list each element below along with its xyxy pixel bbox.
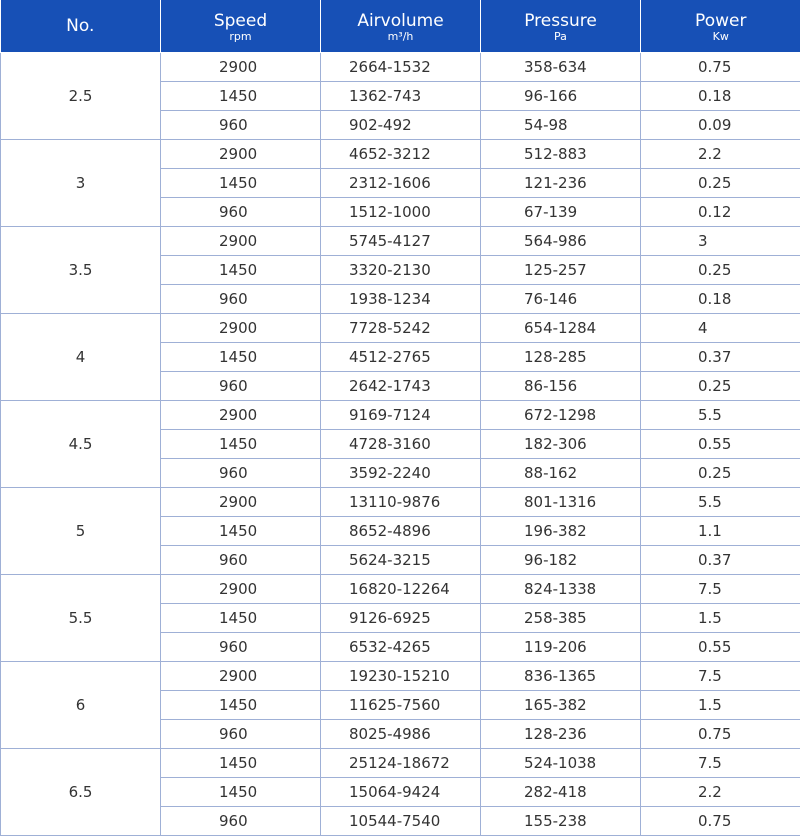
pressure-cell: 358-634 [481,53,641,82]
header-pressure [481,0,641,53]
pressure-cell: 512-883 [481,140,641,169]
power-cell: 0.12 [641,198,800,227]
pressure-cell: 182-306 [481,430,641,459]
pressure-cell: 258-385 [481,604,641,633]
airvolume-cell: 3320-2130 [321,256,481,285]
pressure-cell: 76-146 [481,285,641,314]
pressure-cell: 67-139 [481,198,641,227]
airvolume-cell: 16820-12264 [321,575,481,604]
speed-cell: 1450 [161,343,321,372]
airvolume-cell: 6532-4265 [321,633,481,662]
table-row [1,488,800,517]
airvolume-cell: 5624-3215 [321,546,481,575]
speed-cell: 960 [161,372,321,401]
pressure-cell: 282-418 [481,778,641,807]
pressure-cell: 86-156 [481,372,641,401]
power-cell: 0.18 [641,82,800,111]
speed-cell: 1450 [161,256,321,285]
power-cell: 0.55 [641,633,800,662]
header-speed-label: Speed [213,11,268,31]
power-cell: 5.5 [641,401,800,430]
airvolume-cell: 19230-15210 [321,662,481,691]
pressure-cell: 125-257 [481,256,641,285]
speed-cell: 960 [161,459,321,488]
header-power [641,0,800,53]
model-no-cell: 5 [1,488,161,575]
power-cell: 1.1 [641,517,800,546]
speed-cell: 1450 [161,430,321,459]
airvolume-cell: 902-492 [321,111,481,140]
speed-cell: 2900 [161,53,321,82]
airvolume-cell: 9126-6925 [321,604,481,633]
pressure-cell: 836-1365 [481,662,641,691]
speed-cell: 960 [161,111,321,140]
pressure-cell: 121-236 [481,169,641,198]
speed-cell: 2900 [161,575,321,604]
header-power-label: Power [695,11,747,31]
header-airvolume [321,0,481,53]
model-no-cell: 6 [1,662,161,749]
speed-cell: 1450 [161,169,321,198]
power-cell: 0.25 [641,459,800,488]
airvolume-cell: 7728-5242 [321,314,481,343]
speed-cell: 1450 [161,749,321,778]
table-row [1,749,800,778]
pressure-cell: 96-166 [481,82,641,111]
speed-cell: 1450 [161,604,321,633]
pressure-cell: 128-236 [481,720,641,749]
table-row [1,575,800,604]
header-power-unit: Kw [712,30,729,43]
power-cell: 5.5 [641,488,800,517]
speed-cell: 960 [161,720,321,749]
header-no-label: No. [66,16,95,36]
pressure-cell: 564-986 [481,227,641,256]
pressure-cell: 165-382 [481,691,641,720]
airvolume-cell: 4512-2765 [321,343,481,372]
power-cell: 7.5 [641,662,800,691]
speed-cell: 2900 [161,488,321,517]
airvolume-cell: 11625-7560 [321,691,481,720]
model-no-cell: 2.5 [1,53,161,140]
airvolume-cell: 3592-2240 [321,459,481,488]
power-cell: 7.5 [641,749,800,778]
table-header [1,0,800,53]
speed-cell: 1450 [161,82,321,111]
speed-cell: 1450 [161,778,321,807]
pressure-cell: 801-1316 [481,488,641,517]
power-cell: 0.37 [641,546,800,575]
header-pressure-label: Pressure [524,11,597,31]
pressure-cell: 824-1338 [481,575,641,604]
speed-cell: 960 [161,807,321,836]
airvolume-cell: 2664-1532 [321,53,481,82]
airvolume-cell: 4652-3212 [321,140,481,169]
power-cell: 0.18 [641,285,800,314]
pressure-cell: 196-382 [481,517,641,546]
pressure-cell: 119-206 [481,633,641,662]
power-cell: 2.2 [641,140,800,169]
airvolume-cell: 4728-3160 [321,430,481,459]
airvolume-cell: 5745-4127 [321,227,481,256]
model-no-cell: 5.5 [1,575,161,662]
airvolume-cell: 10544-7540 [321,807,481,836]
pressure-cell: 128-285 [481,343,641,372]
table-row [1,53,800,82]
airvolume-cell: 9169-7124 [321,401,481,430]
power-cell: 0.75 [641,720,800,749]
header-airvolume-label: Airvolume [357,11,444,31]
power-cell: 0.75 [641,807,800,836]
airvolume-cell: 1512-1000 [321,198,481,227]
airvolume-cell: 2312-1606 [321,169,481,198]
speed-cell: 1450 [161,691,321,720]
model-no-cell: 3.5 [1,227,161,314]
pressure-cell: 88-162 [481,459,641,488]
speed-cell: 2900 [161,140,321,169]
pressure-cell: 654-1284 [481,314,641,343]
model-no-cell: 4 [1,314,161,401]
speed-cell: 960 [161,285,321,314]
airvolume-cell: 15064-9424 [321,778,481,807]
pressure-cell: 524-1038 [481,749,641,778]
speed-cell: 1450 [161,517,321,546]
power-cell: 0.09 [641,111,800,140]
speed-cell: 960 [161,633,321,662]
table-row [1,401,800,430]
airvolume-cell: 1362-743 [321,82,481,111]
header-airvolume-unit: m³/h [387,30,414,43]
model-no-cell: 4.5 [1,401,161,488]
power-cell: 0.25 [641,372,800,401]
airvolume-cell: 2642-1743 [321,372,481,401]
model-no-cell: 6.5 [1,749,161,836]
power-cell: 0.75 [641,53,800,82]
airvolume-cell: 8652-4896 [321,517,481,546]
airvolume-cell: 8025-4986 [321,720,481,749]
table-row [1,314,800,343]
header-row [1,0,800,53]
header-pressure-unit: Pa [554,30,567,43]
power-cell: 0.25 [641,256,800,285]
speed-cell: 2900 [161,227,321,256]
table-row [1,662,800,691]
speed-cell: 2900 [161,662,321,691]
airvolume-cell: 1938-1234 [321,285,481,314]
speed-cell: 960 [161,546,321,575]
header-no [1,0,161,53]
speed-cell: 2900 [161,314,321,343]
speed-cell: 2900 [161,401,321,430]
header-speed [161,0,321,53]
power-cell: 1.5 [641,604,800,633]
power-cell: 0.25 [641,169,800,198]
header-speed-unit: rpm [229,30,252,43]
power-cell: 0.37 [641,343,800,372]
airvolume-cell: 25124-18672 [321,749,481,778]
power-cell: 0.55 [641,430,800,459]
airvolume-cell: 13110-9876 [321,488,481,517]
pressure-cell: 672-1298 [481,401,641,430]
pressure-cell: 54-98 [481,111,641,140]
power-cell: 3 [641,227,800,256]
table-row [1,227,800,256]
pressure-cell: 155-238 [481,807,641,836]
pressure-cell: 96-182 [481,546,641,575]
speed-cell: 960 [161,198,321,227]
model-no-cell: 3 [1,140,161,227]
power-cell: 4 [641,314,800,343]
power-cell: 7.5 [641,575,800,604]
table-row [1,140,800,169]
power-cell: 1.5 [641,691,800,720]
table-body [1,53,800,836]
power-cell: 2.2 [641,778,800,807]
